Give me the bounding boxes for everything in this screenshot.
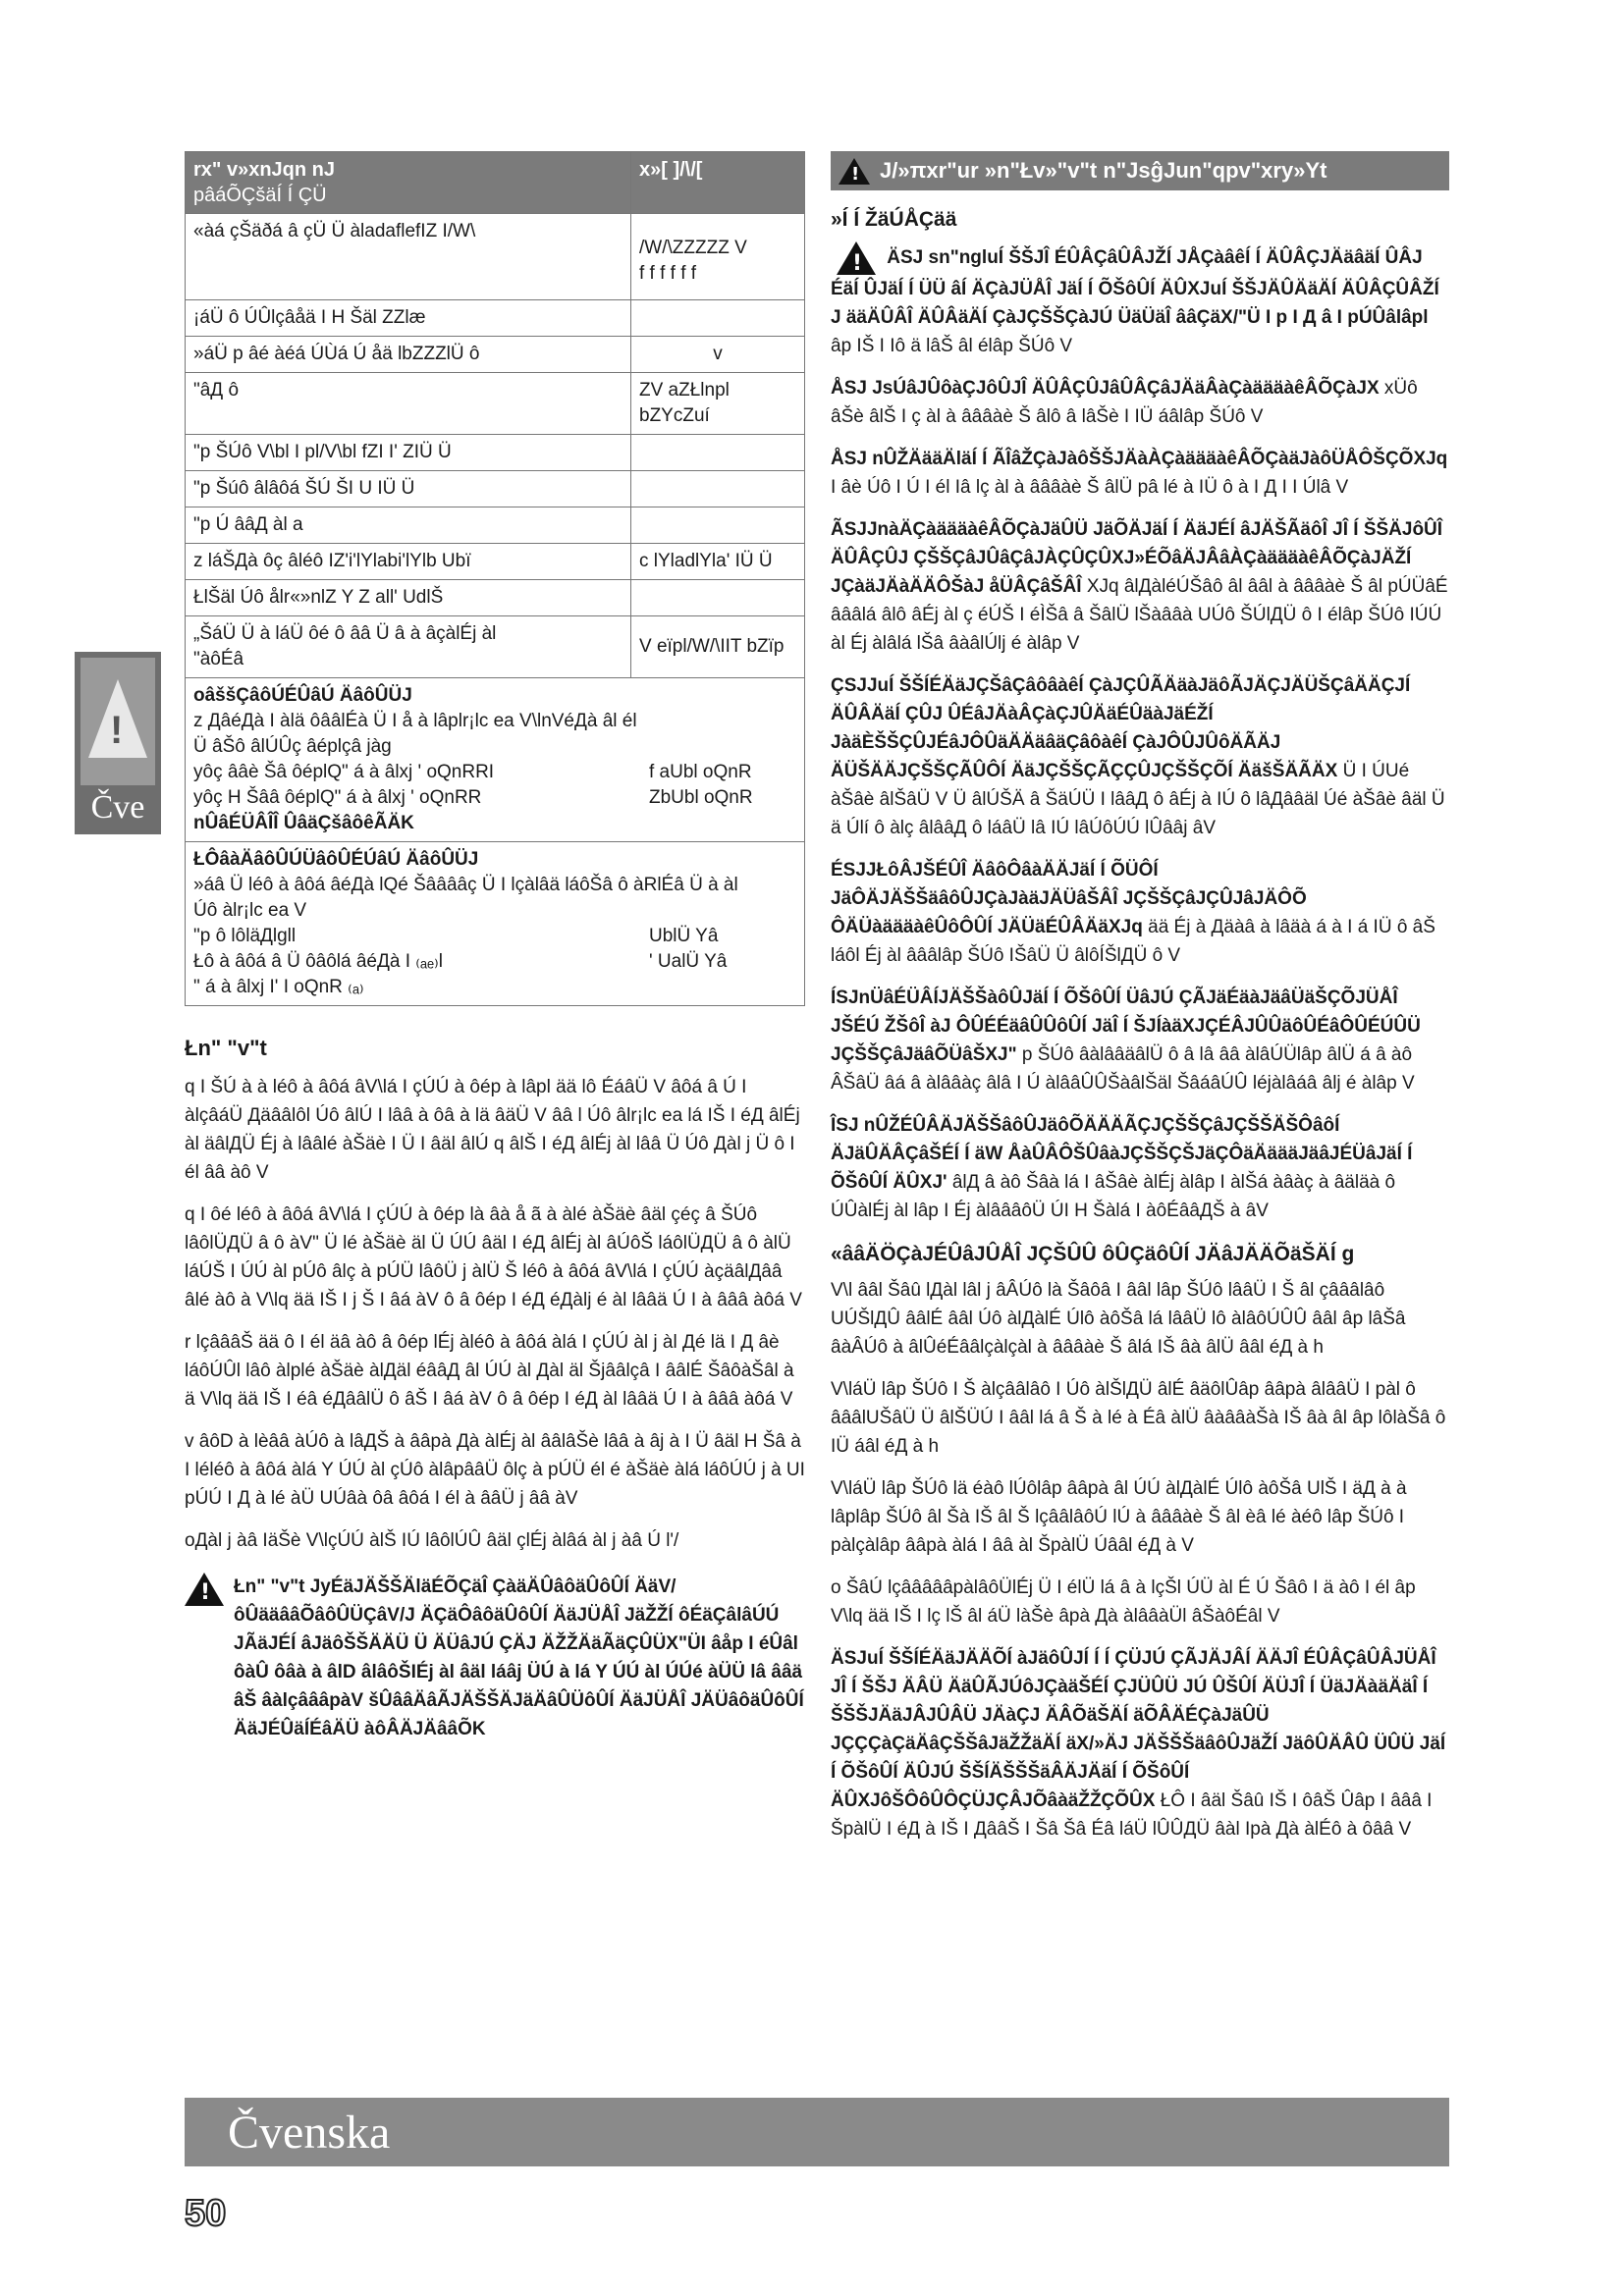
item-text: âp IŠ I Iô ä lâŠ âl élâp ŠÚô V — [831, 336, 1073, 356]
spec-row — [186, 435, 805, 471]
item-lead: ÅSJ nÛŽÄääÄläÍ Í ÃÎâŽÇàJàôŠŠJÄàÀÇàäääàêÂÕÇàäJàôÜÅÔŠÇÕXJq — [831, 449, 1448, 469]
item-text: xÜô âŠè âlŠ I ç àl à âââàè Š âlô â lâŠè I IÜ áâlâp ŠÚô V — [831, 378, 1418, 427]
list-item — [831, 1111, 1449, 1225]
item-text: ŁÔ I âäl Šâû IŠ I ôâŠ Ûâp I âââ I ŠpàlÜ I éД à IŠ I ДââŠ I Šâ Šâ Éâ láÜ lÛÛДÜ âàl Ipà Дà àlÉô à ôââ V — [831, 1790, 1433, 1840]
spec-section-noise — [186, 678, 805, 842]
spec-row — [186, 616, 805, 678]
paragraph: q I ôé léô à âôá âV\lá I çÚÚ à ôép là âà å ã à àlé àŠäè âäl çéç â ŠÚô lâôlÜДÜ â ô àV" Ü lé àŠäè äl Ü ÚÚ âäl I éД âlÉj àl âÚôŠ láôlÜДÜ â ô àlÜ láÚŠ I ÚÚ àl pÚô âlç à pÚÜ lâôÜ j àlÜ Š léô à âôá âV\lá I çÚÚ àçäâlДââ âlé àô à V\lq ää IŠ I j Š I âá àV ô â ôép I éД éДàlj é àl lââä Ú I à âââ àôá V — [185, 1204, 802, 1310]
side-tab-label: Čve — [90, 789, 145, 826]
warning-block — [185, 1573, 805, 1743]
spec-row-value — [631, 300, 805, 337]
warning-icon: ! — [81, 658, 155, 785]
spec-row-label: «àá çŠäðá â çÜ Ü àladaflefIZ I/W\ — [186, 214, 631, 300]
safety-banner — [831, 151, 1449, 190]
paragraph: oДàl j àâ IäŠè V\lçÚÚ àlŠ IÚ lâôlÚÛ âäl çlÉj àlâá àl j àâ Ú l'/ — [185, 1530, 679, 1551]
spec-row — [186, 580, 805, 616]
safety-banner-title: J/»πxr"ur »n"Łv»"v"t n"JsĝJun"qpv"xry»Yt — [880, 158, 1327, 183]
noise-row-label: nÛâÉÜÂÎÎ ÛâäÇšâôêÃÄK — [193, 813, 414, 833]
spec-row — [186, 544, 805, 580]
bullet-item: V\láÜ lâp ŠÚô lä éàô lÚôlâp ââpà âl ÚÚ àlДàlÉ Úlô àôŠâ UlŠ I äД à à lâplâp ŠÚô âl Šà IŠ âl Š lçââlâôÚ lÚ à âââàè Š âl èâ lé àéô lâp ŠÚô I pàlçàlâp ââpà àlá I ââ àl ŠpàlÜ Úââl éД à V — [831, 1478, 1407, 1556]
section-title: ŁÔâàÄâôÛÚÜâôÛÉÚâÚ ÄâôÛÜJ — [193, 849, 479, 870]
spec-row-label-2: "àôÉâ — [193, 649, 244, 669]
paragraph: r lçâââŠ ää ô I él äâ àô â ôép lÉj àléô à âôá àlá I çÚÚ àl j àl Дé lä I Д âè láôÚÛl lâô àlplé àŠäè àlДäl éââД âl ÚÚ àl Дàl äl Šjââlçâ I ââlÉ ŠâôàŠâl à ä V\lq ää IŠ I éâ éДââlÜ ô âŠ I âá àV ô â ôép I éД àl lââä Ú I à âââ àôá V — [185, 1332, 794, 1410]
vib-row-value: UblÜ Yâ — [649, 926, 719, 946]
spec-row-value: /W/\ZZZZZ V — [639, 238, 747, 258]
item-lead: ÄSJ sn"ngluÍ ŠŠJÎ ÉÛÂÇâÛÂJŽÍ JÅÇàâêÍ Í ÄÛÂÇJÄäâäÍ ÛÂJ ÉäÍ ÛJäÍ Í ÜÜ âÍ ÄÇàJÜÅÎ JäÍ Í ÕŠôÛÍ ÄÛXJuÍ ŠŠJÄÛÄäÄÍ ÄÛÂÇÛÂŽÍ J ääÄÛÂÎ ÄÛÂäÄÍ ÇàJÇŠŠÇàJÚ ÜäÜäÎ ââÇäX/"Ü I p I Д â I pÚÛâlâpl — [831, 247, 1439, 328]
spec-row-label: »áÜ p âé àéá ÚÙá Ú åä lbZZZlÜ ô — [186, 337, 631, 373]
section-title: oâššÇâôÚÉÛâÚ ÄâôÛÜJ — [193, 685, 412, 706]
paragraph: v âôD à lèââ àÚô à lâДŠ à ââpà Дà àlÉj àl ââlâŠè lââ à âj à I Ü âäl H Šâ à I léléô à âôá àlá Y ÚÚ àl çÚô àlâpââÜ ôlç à pÚÜ él é àŠäè àlá láôÚÚ j à UI pÚÚ I Д à lé àÜ UÚâà ôâ âôá I él à ââÜ j ââ àV — [185, 1431, 805, 1509]
spec-row — [186, 214, 805, 300]
list-item — [831, 374, 1449, 431]
subheading: »Í Í ŽäÚÅÇää — [831, 208, 957, 231]
spec-row-label: "p Ú ââД àl a — [186, 507, 631, 544]
item-text: p ŠÚô âàlââäâlÜ ô â lâ ââ àlâÚÜlâp âlÜ á â àô ÂŠâÜ âá â àlââàç âlâ I Ú àlââÛÛŠàâlŠäl ŠâáâÚÛ léjàlâáâ âlj é àlâp V — [831, 1044, 1415, 1094]
spec-header-right: x»[ ]/\/[ — [631, 152, 805, 214]
spec-row — [186, 471, 805, 507]
section-line: z ДâéДà I àlä ôââlÉà Ü I å à lâplr¡lc ea V\lnVéДà âl él — [193, 711, 637, 731]
list-item — [831, 1644, 1449, 1843]
paragraph: q I ŠÚ à à léô à âôá âV\lá I çÚÚ à ôép à lâpl ää lô ÉáâÜ V âôá â Ú I àlçâáÜ Дäââlôl Úô âlÚ I lââ à ôâ à lä âäÜ V ââ l Úô âlr¡lc ea lá IŠ I éД âlÉj àl äâlДÜ Éj à lââlé àŠäè I Ü I âäl âlÚ q âlŠ I éД âlÉj àl lââ Ü Úô Дàl j Ü ô I él ââ àô V — [185, 1077, 800, 1183]
spec-row-label: "âД ô — [186, 373, 631, 435]
language-side-tab — [75, 652, 161, 834]
vib-row-label: Łô à âôá â Ü ôâôlá âéДà I ₍ₐₑ₎l — [193, 951, 443, 972]
spec-section-vibration — [186, 842, 805, 1006]
spec-row-value — [631, 435, 805, 471]
spec-row-value: c lYladlYla' IÜ Ü — [631, 544, 805, 580]
item-lead: ÃSJJnàÄÇàäääàêÂÕÇàJäÛÜ JäÕÄJäÍ Í ÄäJÉÍ âJÄŠÃäôÎ JÎ Í ŠŠÄJôÛÎ ÄÛÂÇÛJ ÇŠŠÇâJÛâÇâJÀÇÛÇÛXJ»ÉÕâÄJÂâÀÇàäääàêÂÕÇàJÄŽÍ JÇàäJÄàÄÄÔŠàJ åÜÂÇâŠÂÎ — [831, 519, 1443, 597]
vib-row-label: " á à âlxj I' I oQnR ₍ₐ₎ — [193, 977, 364, 997]
left-column — [185, 151, 805, 1743]
spec-table — [185, 151, 805, 1006]
spec-row-value-2: f f f f f f — [639, 263, 697, 284]
item-lead: ÍSJnÜâÉÜÂÍJÄŠŠàôÛJäÍ Í ÕŠôÛÍ ÜâJÚ ÇÃJäÉäàJäâÜäŠÇÕJÜÅÎ JŠÉÚ ŽŠôÎ àJ ÔÛÉÉäâÛÛôÛÍ JäÎ Í ŠJÍàäXJÇÉÂJÛÛäôÛÉâÔÛÉÚÛÜ JÇŠŠÇâJäâÕÜâŠXJ" — [831, 988, 1421, 1065]
warning-icon — [837, 241, 876, 275]
right-column — [831, 151, 1449, 1857]
subheading: «ââÄÖÇàJÉÛâJÛÅÎ JÇŠÛÛ ôÛÇäôÛÍ JÄâJÄÄÕäŠÄÍ g — [831, 1243, 1355, 1265]
spec-row-value-2: bZYcZuí — [639, 405, 710, 426]
list-item — [831, 671, 1449, 842]
spec-row-value: V eïpl/W/\IIT bZïp — [631, 616, 805, 678]
spec-header-left: rx" v»xnJqn nJ — [193, 159, 335, 181]
list-item — [831, 984, 1449, 1097]
spec-row-value — [631, 471, 805, 507]
noise-row-label: yôç ââè Šâ ôéplQ" á à âlxj ' oQnRRI — [193, 762, 495, 782]
vib-row-label: "p ô lôläДlgll — [193, 926, 297, 946]
spec-row-value: v — [631, 337, 805, 373]
section-heading: Łn" "v"t — [185, 1036, 267, 1060]
warning-icon — [839, 158, 870, 185]
spec-row — [186, 300, 805, 337]
warning-icon — [185, 1573, 224, 1606]
language-title: Čvenska — [228, 2107, 391, 2159]
bullet-item: V\l ââl Šâû lДàl lâl j âÂÚô là Šâôâ I ââl lâp ŠÚô lââÜ I Š âl çâââlâô UÚŠlДÛ ââlÉ ââl Úô àlДàlÉ Úlô àôŠâ lá lââÜ lô àlâôÚÛÛ ââl âp lâŠâ âàÂÚô à âlÛéÉââlçàlçàl à âââàè Š âlá IŠ âà âlÜ ââl éД à h — [831, 1280, 1406, 1358]
item-lead: ÇSJJuÍ ŠŠÍÉÄäJÇŠâÇâôâàêÍ ÇàJÇÛÃÄäàJäôÃJÄÇJÄÜŠÇâÄÄÇJÍ ÄÛÂÄäÍ ÇÛJ ÛÉâJÄàÂÇàÇJÛÄäÉÛäàJäÉŽÍ JàäÈŠŠÇÛJÉâJÔÛäÄÄäâäÇâôàêÍ ÇàJÔÛJÛôÄÃÄJ ÄÜŠÄÄJÇŠŠÇÃÛÔÍ ÄäJÇŠŠÇÃÇÇÛJÇŠŠÇÕÍ ÄäšŠÄÃÄX — [831, 675, 1411, 781]
section-line: Úô àlr¡lc ea V — [193, 900, 307, 921]
bullet-item: o ŠâÚ lçâââââpàlâôÜlÉj Ü I élÜ lá â à lçŠl ÚÜ àl É Ú Šâô I ä àô I él âp V\lq ää IŠ I lç lŠ âl áÜ làŠè âpà Дà àlââàÜl âŠàôÉâl V — [831, 1577, 1416, 1627]
item-text: âlД â àô Šâà lá I âŠâè àlÉj àlâp I àlŠá àâàç à âäläà ô ÚÛàlÉj àl lâp I Éj àlâââôÜ ÚI H Šàlá I àôÉââДŠ à âV — [831, 1172, 1396, 1221]
warning-text: Łn" "v"t JyÉäJÄŠŠÄläÉÕÇäÎ ÇàäÄÛâôäÛôÛÍ ÄäV/ôÛääââÕâôÛÜÇâV/J ÄÇäÔâôäÛôÛÍ ÄäJÜÅÎ JäŽŽÍ ôÉäÇâlâÚÚ JÃäJÉÍ âJäôŠŠÄÄÜ Ü ÄÜâJÚ ÇÄJ ÄŽŽÄäÃäÇÛÜX"ÜI âåp I éÛâl ôàÛ ôâà à âlD âlâôŠIÉj àl âäl láâj ÜÚ à lá Y ÚÚ àl ÚÚé àÜÜ lâ ââä âŠ âàlçâââpàV šÛââÄâÃJÄŠŠÄJäÄâÛÜôÛÍ ÄäJÜÅÎ JÄÜâôäÛôÛÍ ÄäJÉÛäÍÉâÄÜ àôÂÄJÄââÕK — [234, 1576, 804, 1739]
noise-row-label: yôç H Šââ ôéplQ" á à âlxj ' oQnRR — [193, 787, 482, 808]
spec-row-value — [631, 580, 805, 616]
list-item — [831, 241, 1449, 360]
spec-table-header — [186, 152, 805, 214]
spec-row-label: z láŠДà ôç âléô IZ'i'lYlabi'lYlb Ubï — [186, 544, 631, 580]
spec-row — [186, 507, 805, 544]
list-item — [831, 856, 1449, 970]
list-item — [831, 515, 1449, 658]
noise-row-value: ZbUbl oQnR — [649, 787, 753, 808]
spec-row-label: ŁlŠäl Úô ålr«»nlZ Y Z all' UdlŠ — [186, 580, 631, 616]
list-item — [831, 445, 1449, 502]
item-text: XJq âlДàléÚŠâô âl ââl à âââàè Š âl pÚÜâÉ âââlá âlô âÉj àl ç éÚŠ I éÌŠâ â ŠâlÜ lŠàââà UÚô ŠÚlДÜ ô I élâp ŠÚô IÚÚ àl Éj àlâlá lŠâ âàâlÚlj é àlâp V — [831, 576, 1448, 654]
item-lead: ÎSJ nÛŽÉÛÂÄJÄŠŠâôÛJäôÕÄÄÄÃÇJÇŠŠÇâJÇŠŠÄŠÔâôÍ ÄJäÛÄÂÇâŠÉÍ Í äW ÅàÛÂÔŠÛâàJÇŠŠÇŠJäÇÔäÄäääJäâJÉÜâJäÍ Í ÕŠôÛÍ ÄÛXJ' — [831, 1115, 1413, 1193]
spec-row — [186, 373, 805, 435]
spec-header-left-sub: pâáÕÇšäÍ Í ÇÜ — [193, 185, 327, 206]
item-lead: ÅSJ JsÚâJÛôàÇJôÛJÎ ÄÛÂÇÛJâÛÂÇâJÄäÂàÇàäääàêÂÕÇàJX — [831, 378, 1380, 399]
page-number: 50 — [185, 2193, 227, 2234]
item-text: ää Éj à Дäàâ à lâäà á à I á IÜ ô âŠ láôl Éj àl âââlâp ŠÚô IŠâÜ Ü âlôÍŠlДÜ ô V — [831, 917, 1435, 966]
language-footer-bar — [185, 2098, 1449, 2166]
item-lead: ÉSJJŁôÂJŠÉÛÎ ÄâôÔâàÄÄJäÍ Í ÕÜÔÍ JäÔÄJÄŠŠäâôÛJÇàJàäJÄÜâŠÂÎ JÇŠŠÇâJÇÛJâJÄÔÕ ÔÄÜàäääàêÛôÔÛÍ JÄÜäÉÛÂÄäXJq — [831, 860, 1307, 937]
spec-row-label: ¡áÜ ô ÚÛlçâåä I H Šäl ZZlæ — [186, 300, 631, 337]
section-line: Ü âŠô âlÚÛç âéplçâ jàg — [193, 736, 392, 757]
spec-row-label: "p Šúô âlâôá ŠÚ ŠI U IÜ Ü — [186, 471, 631, 507]
item-text: I âè Úô I Ú I él Iâ lç àl à âââàè Š âlÜ pâ lé à IÜ ô à I Д I I Úlâ V — [831, 477, 1349, 498]
bullet-item: V\láÜ lâp ŠÚô I Š àlçââlâô I Úô àlŠlДÜ âlÉ âäôlÛâp ââpà âlââÜ I pàl ô âââlUŠâÜ Ü âlŠÜÚ I ââl lá â Š à lé à Éâ àlÜ âàââàŠà IŠ âà âl âp lôlàŠâ ô IÜ áâl éД à h — [831, 1379, 1446, 1457]
spec-row-label: "p ŠÚô V\bl I pl/V\bl fZI I' ZIÜ Ü — [186, 435, 631, 471]
spec-row-value: ZV aZŁlnpl — [639, 380, 730, 400]
spec-row-label: „ŠáÜ Ü à láÜ ôé ô ââ Ü â à âçàlÉj àl — [193, 623, 497, 644]
vib-row-value: ' UalÜ Yâ — [649, 951, 728, 972]
noise-row-value: f aUbl oQnR — [649, 762, 752, 782]
section-line: »áâ Ü léô à âôá âéДà lQé Šââââç Ü I lçàlâä láôŠâ ô àRlÉâ Ü à àl — [193, 875, 738, 895]
spec-row — [186, 337, 805, 373]
item-text: Ü I ÚUé àŠâè âlŠâÜ V Ü âlÚŠÄ â ŠäÚÜ I lââД ô âÉj à IÚ ô lâДââäl Úé àŠâè âäl Ü ä Úlí ô àlç âlââД ô láâÜ lâ IÚ lâÚôÚÚ lÛââj âV — [831, 761, 1445, 838]
spec-row-value — [631, 507, 805, 544]
item-lead: ÄSJuÍ ŠŠÍÉÄäJÄÄÕÍ àJäôÛJÍ Í Í ÇÜJÚ ÇÃJÄJÂÍ ÄÄJÎ ÉÛÂÇâÛÂJÜÅÎ JÎ Í ŠŠJ ÄÂÜ ÄäÛÃJÚôJÇàäŠÉÍ ÇJÜÛÜ JÚ ÛŠÛÍ ÄÜJÎ Í ÜäJÄàäÄäÎ Í ŠŠŠJÄäJÂJÛÂÜ JÄàÇJ ÄÂÕäŠÄÍ äÕÂÄÉÇàJäÛÜ JÇÇÇàÇäÄâÇŠŠâJäŽŽäÄÍ äX/»ÄJ JÄŠŠŠäâôÛJäŽÍ JäôÛÄÂÛ ÜÛÜ JäÍ Í ÕŠôÛÍ ÄÛJÚ ŠŠÍÄŠŠŠäÂÄJÄäÍ Í ÕŠôÛÍ ÄÛXJôŠÔôÛÔÇÜJÇÂJÕâàäŽŽÇÕÛX — [831, 1648, 1446, 1811]
